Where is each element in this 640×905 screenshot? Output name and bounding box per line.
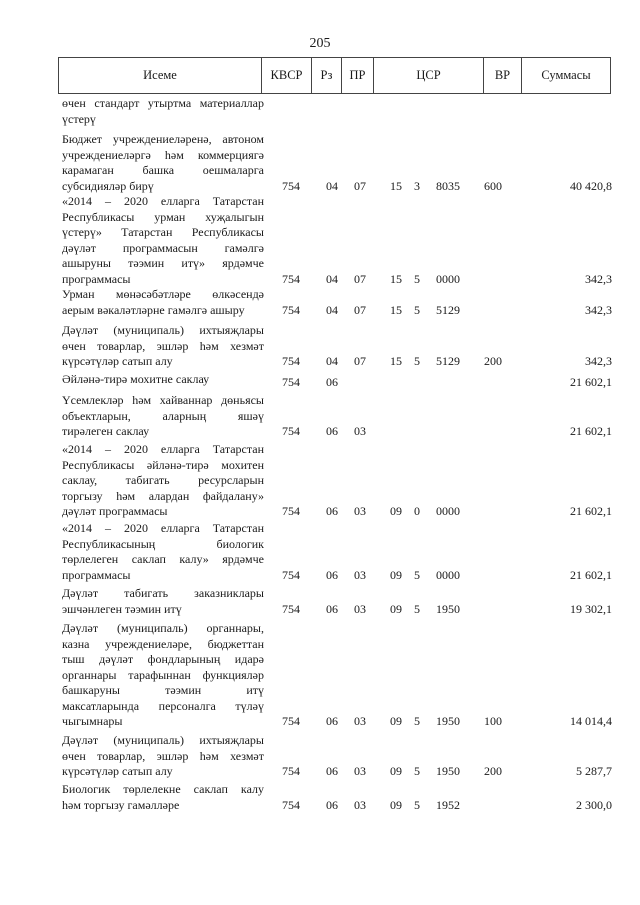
page-number: 205 xyxy=(309,36,331,51)
csr-program-cell: 15 xyxy=(390,272,402,286)
item-name-line: ашыруны тәэмин итү» ярдәмче xyxy=(62,256,264,270)
table-row xyxy=(0,323,640,369)
rz-cell: 06 xyxy=(326,798,338,812)
csr-subprogram-cell: 5 xyxy=(414,602,420,616)
pr-cell: 03 xyxy=(354,714,366,728)
item-name-line: Республикасы урман хуҗалыгын xyxy=(62,209,264,224)
pr-cell: 03 xyxy=(354,424,366,438)
csr-program-cell: 09 xyxy=(390,764,402,778)
table-row xyxy=(0,442,640,519)
kvsr-cell: 754 xyxy=(282,568,300,582)
item-name-line: Дәүләт (муниципаль) ихтыяҗлары xyxy=(62,323,264,337)
item-name-line: Биологик төрлелекне саклап калу xyxy=(62,782,264,796)
item-name-line: аерым вәкаләтләрне гамәлгә ашыру xyxy=(62,302,245,317)
item-name-line: дәүләт программасын гамәлгә xyxy=(62,240,264,255)
table-row xyxy=(0,621,640,729)
csr-program-cell: 09 xyxy=(390,602,402,616)
item-name-line: учреждениеләргә һәм коммерциягә xyxy=(62,147,264,162)
csr-subprogram-cell: 5 xyxy=(414,354,420,368)
csr-program-cell: 15 xyxy=(390,179,402,193)
pr-cell: 03 xyxy=(354,798,366,812)
item-name xyxy=(62,733,264,780)
item-name-line: өчен товарлар, эшләр һәм хезмәт xyxy=(62,338,264,353)
kvsr-cell: 754 xyxy=(282,303,300,317)
item-name-line: Республикасының биологик xyxy=(62,536,264,551)
csr-code-cell: 1950 xyxy=(436,602,460,616)
csr-program-cell: 15 xyxy=(390,354,402,368)
pr-cell: 07 xyxy=(354,272,366,286)
rz-cell: 04 xyxy=(326,272,338,286)
item-name-line: программасы xyxy=(62,567,131,582)
item-name-line: эшчәнлеген тәэмин итү xyxy=(62,601,182,616)
csr-code-cell: 1950 xyxy=(436,764,460,778)
item-name xyxy=(62,586,264,617)
csr-code-cell: 0000 xyxy=(436,568,460,582)
amount-cell: 14 014,4 xyxy=(570,714,612,728)
csr-code-cell: 0000 xyxy=(436,504,460,518)
csr-code-cell: 5129 xyxy=(436,303,460,317)
item-name xyxy=(62,287,264,318)
kvsr-cell: 754 xyxy=(282,714,300,728)
pr-cell: 07 xyxy=(354,179,366,193)
column-header-csr: ЦСР xyxy=(374,57,484,94)
item-name xyxy=(62,132,264,194)
amount-cell: 342,3 xyxy=(585,354,612,368)
rz-cell: 06 xyxy=(326,714,338,728)
item-name-line: күрсәтүләр сатып алу xyxy=(62,764,173,778)
item-name-line: үстерү xyxy=(62,111,96,126)
item-name-line: карамаган башка оешмаларга xyxy=(62,163,264,177)
csr-code-cell: 1952 xyxy=(436,798,460,812)
csr-code-cell: 8035 xyxy=(436,179,460,193)
item-name xyxy=(62,521,264,583)
item-name-line: «2014 – 2020 елларга Татарстан xyxy=(62,442,264,456)
item-name-line: Дәүләт (муниципаль) ихтыяҗлары xyxy=(62,733,264,747)
item-name-line: казна учреждениеләре, бюджеттан xyxy=(62,636,264,651)
item-name xyxy=(62,393,264,440)
csr-program-cell: 09 xyxy=(390,504,402,518)
table-row xyxy=(0,194,640,287)
csr-subprogram-cell: 3 xyxy=(414,179,420,193)
rz-cell: 06 xyxy=(326,424,338,438)
table-row xyxy=(0,733,640,779)
table-row xyxy=(0,287,640,318)
column-header-pr: ПР xyxy=(342,57,374,94)
csr-subprogram-cell: 0 xyxy=(414,504,420,518)
item-name-line: органнары тарафыннан функцияләр xyxy=(62,667,264,682)
item-name-line: Бюджет учреждениеләренә, автоном xyxy=(62,132,264,146)
amount-cell: 21 602,1 xyxy=(570,424,612,438)
csr-program-cell: 09 xyxy=(390,798,402,812)
rz-cell: 06 xyxy=(326,602,338,616)
pr-cell: 03 xyxy=(354,764,366,778)
item-name xyxy=(62,782,264,813)
rz-cell: 04 xyxy=(326,179,338,193)
csr-program-cell: 09 xyxy=(390,568,402,582)
column-header-sum: Суммасы xyxy=(522,57,611,94)
amount-cell: 342,3 xyxy=(585,272,612,286)
rz-cell: 06 xyxy=(326,568,338,582)
vr-cell: 200 xyxy=(484,354,502,368)
rz-cell: 06 xyxy=(326,504,338,518)
csr-subprogram-cell: 5 xyxy=(414,798,420,812)
table-row xyxy=(0,521,640,583)
item-name xyxy=(62,442,264,520)
kvsr-cell: 754 xyxy=(282,375,300,389)
item-name-line: күрсәтүләр сатып алу xyxy=(62,354,173,368)
csr-subprogram-cell: 5 xyxy=(414,568,420,582)
rz-cell: 04 xyxy=(326,354,338,368)
item-name-line: Әйләнә-тирә мохитне саклау xyxy=(62,372,210,386)
item-name-line: Республикасы әйләнә-тирә мохитен xyxy=(62,457,264,472)
amount-cell: 342,3 xyxy=(585,303,612,317)
csr-subprogram-cell: 5 xyxy=(414,272,420,286)
amount-cell: 21 602,1 xyxy=(570,375,612,389)
pr-cell: 03 xyxy=(354,602,366,616)
item-name-line: тыш дәүләт фондларының идарә xyxy=(62,652,264,666)
pr-cell: 03 xyxy=(354,504,366,518)
item-name-line: объектларын, аларның яшәү xyxy=(62,408,264,423)
column-header-rz: Рз xyxy=(312,57,342,94)
kvsr-cell: 754 xyxy=(282,602,300,616)
kvsr-cell: 754 xyxy=(282,179,300,193)
kvsr-cell: 754 xyxy=(282,798,300,812)
table-row xyxy=(0,96,640,127)
item-name-line: тирәлеген саклау xyxy=(62,424,150,438)
item-name-line: Дәүләт табигать заказниклары xyxy=(62,586,264,600)
vr-cell: 200 xyxy=(484,764,502,778)
table-row xyxy=(0,393,640,439)
column-header-vr: ВР xyxy=(484,57,522,94)
item-name-line: һәм торгызу гамәлләре xyxy=(62,797,180,812)
pr-cell: 03 xyxy=(354,568,366,582)
csr-code-cell: 1950 xyxy=(436,714,460,728)
item-name xyxy=(62,323,264,370)
item-name-line: Дәүләт (муниципаль) органнары, xyxy=(62,621,264,635)
amount-cell: 5 287,7 xyxy=(576,764,612,778)
amount-cell: 19 302,1 xyxy=(570,602,612,616)
kvsr-cell: 754 xyxy=(282,354,300,368)
rz-cell: 06 xyxy=(326,764,338,778)
item-name-line: Үсемлекләр һәм хайваннар дөньясы xyxy=(62,393,264,407)
item-name-line: «2014 – 2020 елларга Татарстан xyxy=(62,521,264,535)
kvsr-cell: 754 xyxy=(282,424,300,438)
csr-program-cell: 15 xyxy=(390,303,402,317)
item-name-line: чыгымнары xyxy=(62,714,123,728)
column-header-name: Исеме xyxy=(58,57,262,94)
item-name-line: Урман мөнәсәбәтләре өлкәсендә xyxy=(62,287,264,301)
item-name-line: программасы xyxy=(62,271,131,286)
csr-code-cell: 5129 xyxy=(436,354,460,368)
item-name-line: субсидияләр бирү xyxy=(62,178,154,193)
csr-subprogram-cell: 5 xyxy=(414,303,420,317)
csr-subprogram-cell: 5 xyxy=(414,714,420,728)
item-name xyxy=(62,194,264,287)
item-name-line: дәүләт программасы xyxy=(62,504,168,518)
table-row xyxy=(0,782,640,813)
item-name xyxy=(62,96,264,127)
csr-subprogram-cell: 5 xyxy=(414,764,420,778)
vr-cell: 600 xyxy=(484,179,502,193)
kvsr-cell: 754 xyxy=(282,504,300,518)
csr-code-cell: 0000 xyxy=(436,272,460,286)
csr-program-cell: 09 xyxy=(390,714,402,728)
item-name xyxy=(62,621,264,730)
item-name-line: төрлелеген саклап калу» ярдәмче xyxy=(62,552,264,566)
rz-cell: 04 xyxy=(326,303,338,317)
pr-cell: 07 xyxy=(354,303,366,317)
item-name-line: «2014 – 2020 елларга Татарстан xyxy=(62,194,264,208)
rz-cell: 06 xyxy=(326,375,338,389)
table-row xyxy=(0,372,640,390)
kvsr-cell: 754 xyxy=(282,272,300,286)
table-row xyxy=(0,586,640,617)
column-header-kvsr: КВСР xyxy=(262,57,312,94)
amount-cell: 21 602,1 xyxy=(570,504,612,518)
amount-cell: 40 420,8 xyxy=(570,179,612,193)
item-name-line: саклау, табигать ресурсларын xyxy=(62,473,264,487)
item-name-line: үстерү» Татарстан Республикасы xyxy=(62,225,264,239)
item-name xyxy=(62,372,264,388)
item-name-line: максатларында персоналга түләү xyxy=(62,698,264,713)
item-name-line: башкаруны тәэмин итү xyxy=(62,683,264,697)
amount-cell: 21 602,1 xyxy=(570,568,612,582)
pr-cell: 07 xyxy=(354,354,366,368)
amount-cell: 2 300,0 xyxy=(576,798,612,812)
vr-cell: 100 xyxy=(484,714,502,728)
table-row xyxy=(0,132,640,194)
item-name-line: торгызу һәм алардан файдалану» xyxy=(62,488,264,503)
item-name-line: өчен стандарт утыртма материаллар xyxy=(62,96,264,110)
item-name-line: өчен товарлар, эшләр һәм хезмәт xyxy=(62,748,264,763)
kvsr-cell: 754 xyxy=(282,764,300,778)
